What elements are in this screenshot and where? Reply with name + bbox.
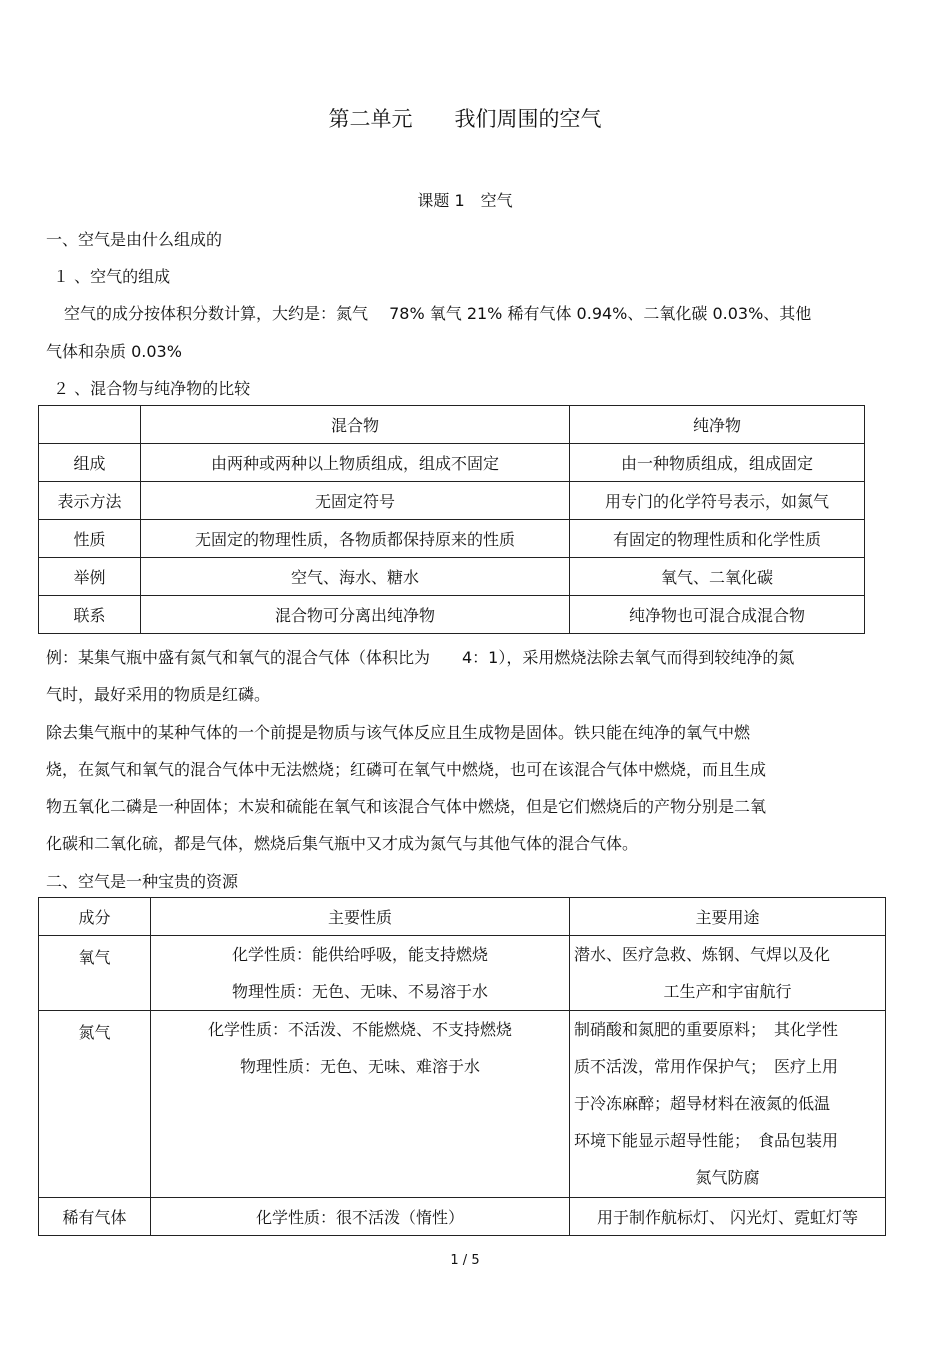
table-header-cell: 成分 xyxy=(39,898,151,936)
row-label: 性质 xyxy=(39,520,141,558)
component-name: 稀有气体 xyxy=(39,1198,151,1236)
table-row xyxy=(39,558,865,596)
uses-cell xyxy=(570,936,886,1011)
example-line-2: 气时，最好采用的物质是红磷。 xyxy=(46,685,271,704)
page-title: 第二单元 我们周围的空气 xyxy=(328,107,602,131)
table-row xyxy=(39,936,886,1011)
mixture-cell: 无固定的物理性质，各物质都保持原来的性质 xyxy=(141,520,570,558)
example-line-6: 化碳和二氧化硫，都是气体，燃烧后集气瓶中又才成为氮气与其他气体的混合气体。 xyxy=(46,834,639,853)
example-line-5: 物五氧化二磷是一种固体；木炭和硫能在氧气和该混合气体中燃烧，但是它们燃烧后的产物分别是二氧 xyxy=(46,797,767,816)
use-line: 制硝酸和氮肥的重要原料； 其化学性 xyxy=(574,1020,839,1039)
table-row xyxy=(39,1011,886,1198)
properties-cell xyxy=(151,936,570,1011)
table-row xyxy=(39,444,865,482)
property-line: 物理性质：无色、无味、难溶于水 xyxy=(239,1057,480,1076)
section-1-2-heading: ２ 、混合物与纯净物的比较 xyxy=(53,379,251,398)
component-name: 氮气 xyxy=(39,1011,151,1198)
example-line-3: 除去集气瓶中的某种气体的一个前提是物质与该气体反应且生成物是固体。铁只能在纯净的氧气中燃 xyxy=(46,723,751,742)
properties-cell xyxy=(151,1198,570,1236)
table-header-row xyxy=(39,406,865,444)
use-line: 环境下能显示超导性能； 食品包装用 xyxy=(574,1131,839,1150)
row-label: 联系 xyxy=(39,596,141,634)
table-header-cell: 混合物 xyxy=(141,406,570,444)
pure-cell: 由一种物质组成，组成固定 xyxy=(570,444,865,482)
uses-cell xyxy=(570,1198,886,1236)
property-line: 物理性质：无色、无味、不易溶于水 xyxy=(231,982,488,1001)
use-line: 于冷冻麻醉；超导材料在液氮的低温 xyxy=(574,1094,831,1113)
pure-cell: 纯净物也可混合成混合物 xyxy=(570,596,865,634)
section-2-heading: 二、空气是一种宝贵的资源 xyxy=(46,872,239,891)
use-line: 质不活泼，常用作保护气； 医疗上用 xyxy=(574,1057,839,1076)
use-line: 用于制作航标灯、 闪光灯、霓虹灯等 xyxy=(596,1208,859,1227)
section-1-1-heading: １ 、空气的组成 xyxy=(53,267,171,286)
table-header-cell xyxy=(39,406,141,444)
page-number: 1 / 5 xyxy=(450,1253,480,1268)
row-label: 举例 xyxy=(39,558,141,596)
uses-cell xyxy=(570,1011,886,1198)
use-line: 工生产和宇宙航行 xyxy=(663,982,792,1001)
use-line: 潜水、医疗急救、炼钢、气焊以及化 xyxy=(574,945,831,964)
mixture-cell: 空气、海水、糖水 xyxy=(141,558,570,596)
section-1-heading: 一、空气是由什么组成的 xyxy=(46,230,223,249)
property-line: 化学性质：不活泼、不能燃烧、不支持燃烧 xyxy=(207,1020,512,1039)
table-header-cell: 主要性质 xyxy=(151,898,570,936)
example-line-1: 例：某集气瓶中盛有氮气和氧气的混合气体（体积比为 4：1），采用燃烧法除去氧气而得到较纯净的氮 xyxy=(46,648,795,667)
property-line: 化学性质：很不活泼（惰性） xyxy=(255,1208,464,1227)
row-label: 组成 xyxy=(39,444,141,482)
air-composition-line-2: 气体和杂质 0.03% xyxy=(46,342,182,361)
table-row xyxy=(39,596,865,634)
row-label: 表示方法 xyxy=(39,482,141,520)
example-line-4: 烧，在氮气和氧气的混合气体中无法燃烧；红磷可在氧气中燃烧，也可在该混合气体中燃烧，而且生成 xyxy=(46,760,767,779)
pure-cell: 氧气、二氧化碳 xyxy=(570,558,865,596)
mixture-cell: 由两种或两种以上物质组成，组成不固定 xyxy=(141,444,570,482)
mixture-cell: 混合物可分离出纯净物 xyxy=(141,596,570,634)
lesson-title: 课题 1 空气 xyxy=(417,191,513,210)
table-header-cell: 纯净物 xyxy=(570,406,865,444)
mixture-vs-pure-table xyxy=(38,405,865,634)
table-header-row xyxy=(39,898,886,936)
use-line: 氮气防腐 xyxy=(695,1168,760,1187)
property-line: 化学性质：能供给呼吸，能支持燃烧 xyxy=(231,945,488,964)
mixture-cell: 无固定符号 xyxy=(141,482,570,520)
table-row xyxy=(39,520,865,558)
properties-cell xyxy=(151,1011,570,1198)
pure-cell: 有固定的物理性质和化学性质 xyxy=(570,520,865,558)
table-row xyxy=(39,1198,886,1236)
component-name: 氧气 xyxy=(39,936,151,1011)
table-row xyxy=(39,482,865,520)
air-resources-table xyxy=(38,897,886,1236)
table-header-cell: 主要用途 xyxy=(570,898,886,936)
pure-cell: 用专门的化学符号表示，如氮气 xyxy=(570,482,865,520)
air-composition-line-1: 空气的成分按体积分数计算，大约是：氮气 78% 氧气 21% 稀有气体 0.94%、二氧化碳 0.03%、其他 xyxy=(64,304,812,323)
